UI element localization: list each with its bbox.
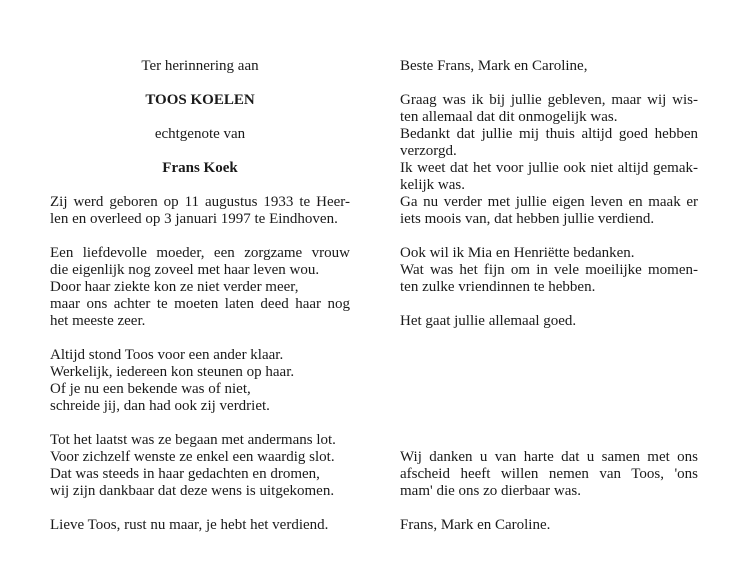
poem-line: Altijd stond Toos voor een ander klaar.	[50, 347, 284, 363]
deceased-name: TOOS KOELEN	[145, 92, 255, 108]
poem-line: Of je nu een bekende was of niet,	[50, 381, 251, 397]
poem-line: die eigenlijk nog zoveel met haar leven wou.	[50, 262, 320, 278]
salutation: Beste Frans, Mark en Caroline,	[400, 58, 588, 74]
poem-line: Door haar ziekte kon ze niet verder meer,	[50, 279, 299, 295]
poem-line: maar ons achter te moeten laten deed haar nog	[50, 296, 350, 312]
letter-line: Bedankt dat jullie mij thuis altijd goed hebben	[400, 126, 698, 142]
letter-line: Wat was het fijn om in vele moeilijke momen-	[400, 262, 698, 278]
letter-line: kelijk was.	[400, 177, 465, 193]
letter-line: Graag was ik bij jullie gebleven, maar wij wis-	[400, 92, 698, 108]
letter-line: iets moois van, dat hebben jullie verdiend.	[400, 211, 655, 227]
poem-line: Voor zichzelf wenste ze enkel een waardig slot.	[50, 449, 335, 465]
poem-line: Tot het laatst was ze begaan met andermans lot.	[50, 432, 336, 448]
letter-line: ten zulke vriendinnen te hebben.	[400, 279, 596, 295]
birth-line: len en overleed op 3 januari 1997 te Eindhoven.	[50, 211, 338, 227]
letter-line: ten allemaal dat dit onmogelijk was.	[400, 109, 618, 125]
poem-line: het meeste zeer.	[50, 313, 146, 329]
letter-line: verzorgd.	[400, 143, 457, 159]
closing-line: Lieve Toos, rust nu maar, je hebt het verdiend.	[50, 517, 329, 533]
poem-line: schreide jij, dan had ook zij verdriet.	[50, 398, 270, 414]
poem-line: Werkelijk, iedereen kon steunen op haar.	[50, 364, 295, 380]
birth-line: Zij werd geboren op 11 augustus 1933 te Heer-	[50, 194, 350, 210]
thanks-line: afscheid heeft willen nemen van Toos, 'ons	[400, 466, 698, 482]
thanks-line: mam' die ons zo dierbaar was.	[400, 483, 581, 499]
poem-line: Een liefdevolle moeder, een zorgzame vrouw	[50, 245, 350, 261]
spouse-name: Frans Koek	[162, 160, 238, 176]
intro-text: Ter herinnering aan	[141, 58, 259, 74]
thanks-line: Wij danken u van harte dat u samen met ons	[400, 449, 698, 465]
poem-line: wij zijn dankbaar dat deze wens is uitgekomen.	[50, 483, 335, 499]
signature-line: Frans, Mark en Caroline.	[400, 517, 551, 533]
farewell-line: Het gaat jullie allemaal goed.	[400, 313, 577, 329]
letter-line: Ik weet dat het voor jullie ook niet altijd gemak-	[400, 160, 698, 176]
poem-line: Dat was steeds in haar gedachten en dromen,	[50, 466, 320, 482]
relation-text: echtgenote van	[154, 126, 246, 142]
letter-line: Ga nu verder met jullie eigen leven en maak er	[400, 194, 698, 210]
letter-line: Ook wil ik Mia en Henriëtte bedanken.	[400, 245, 635, 261]
